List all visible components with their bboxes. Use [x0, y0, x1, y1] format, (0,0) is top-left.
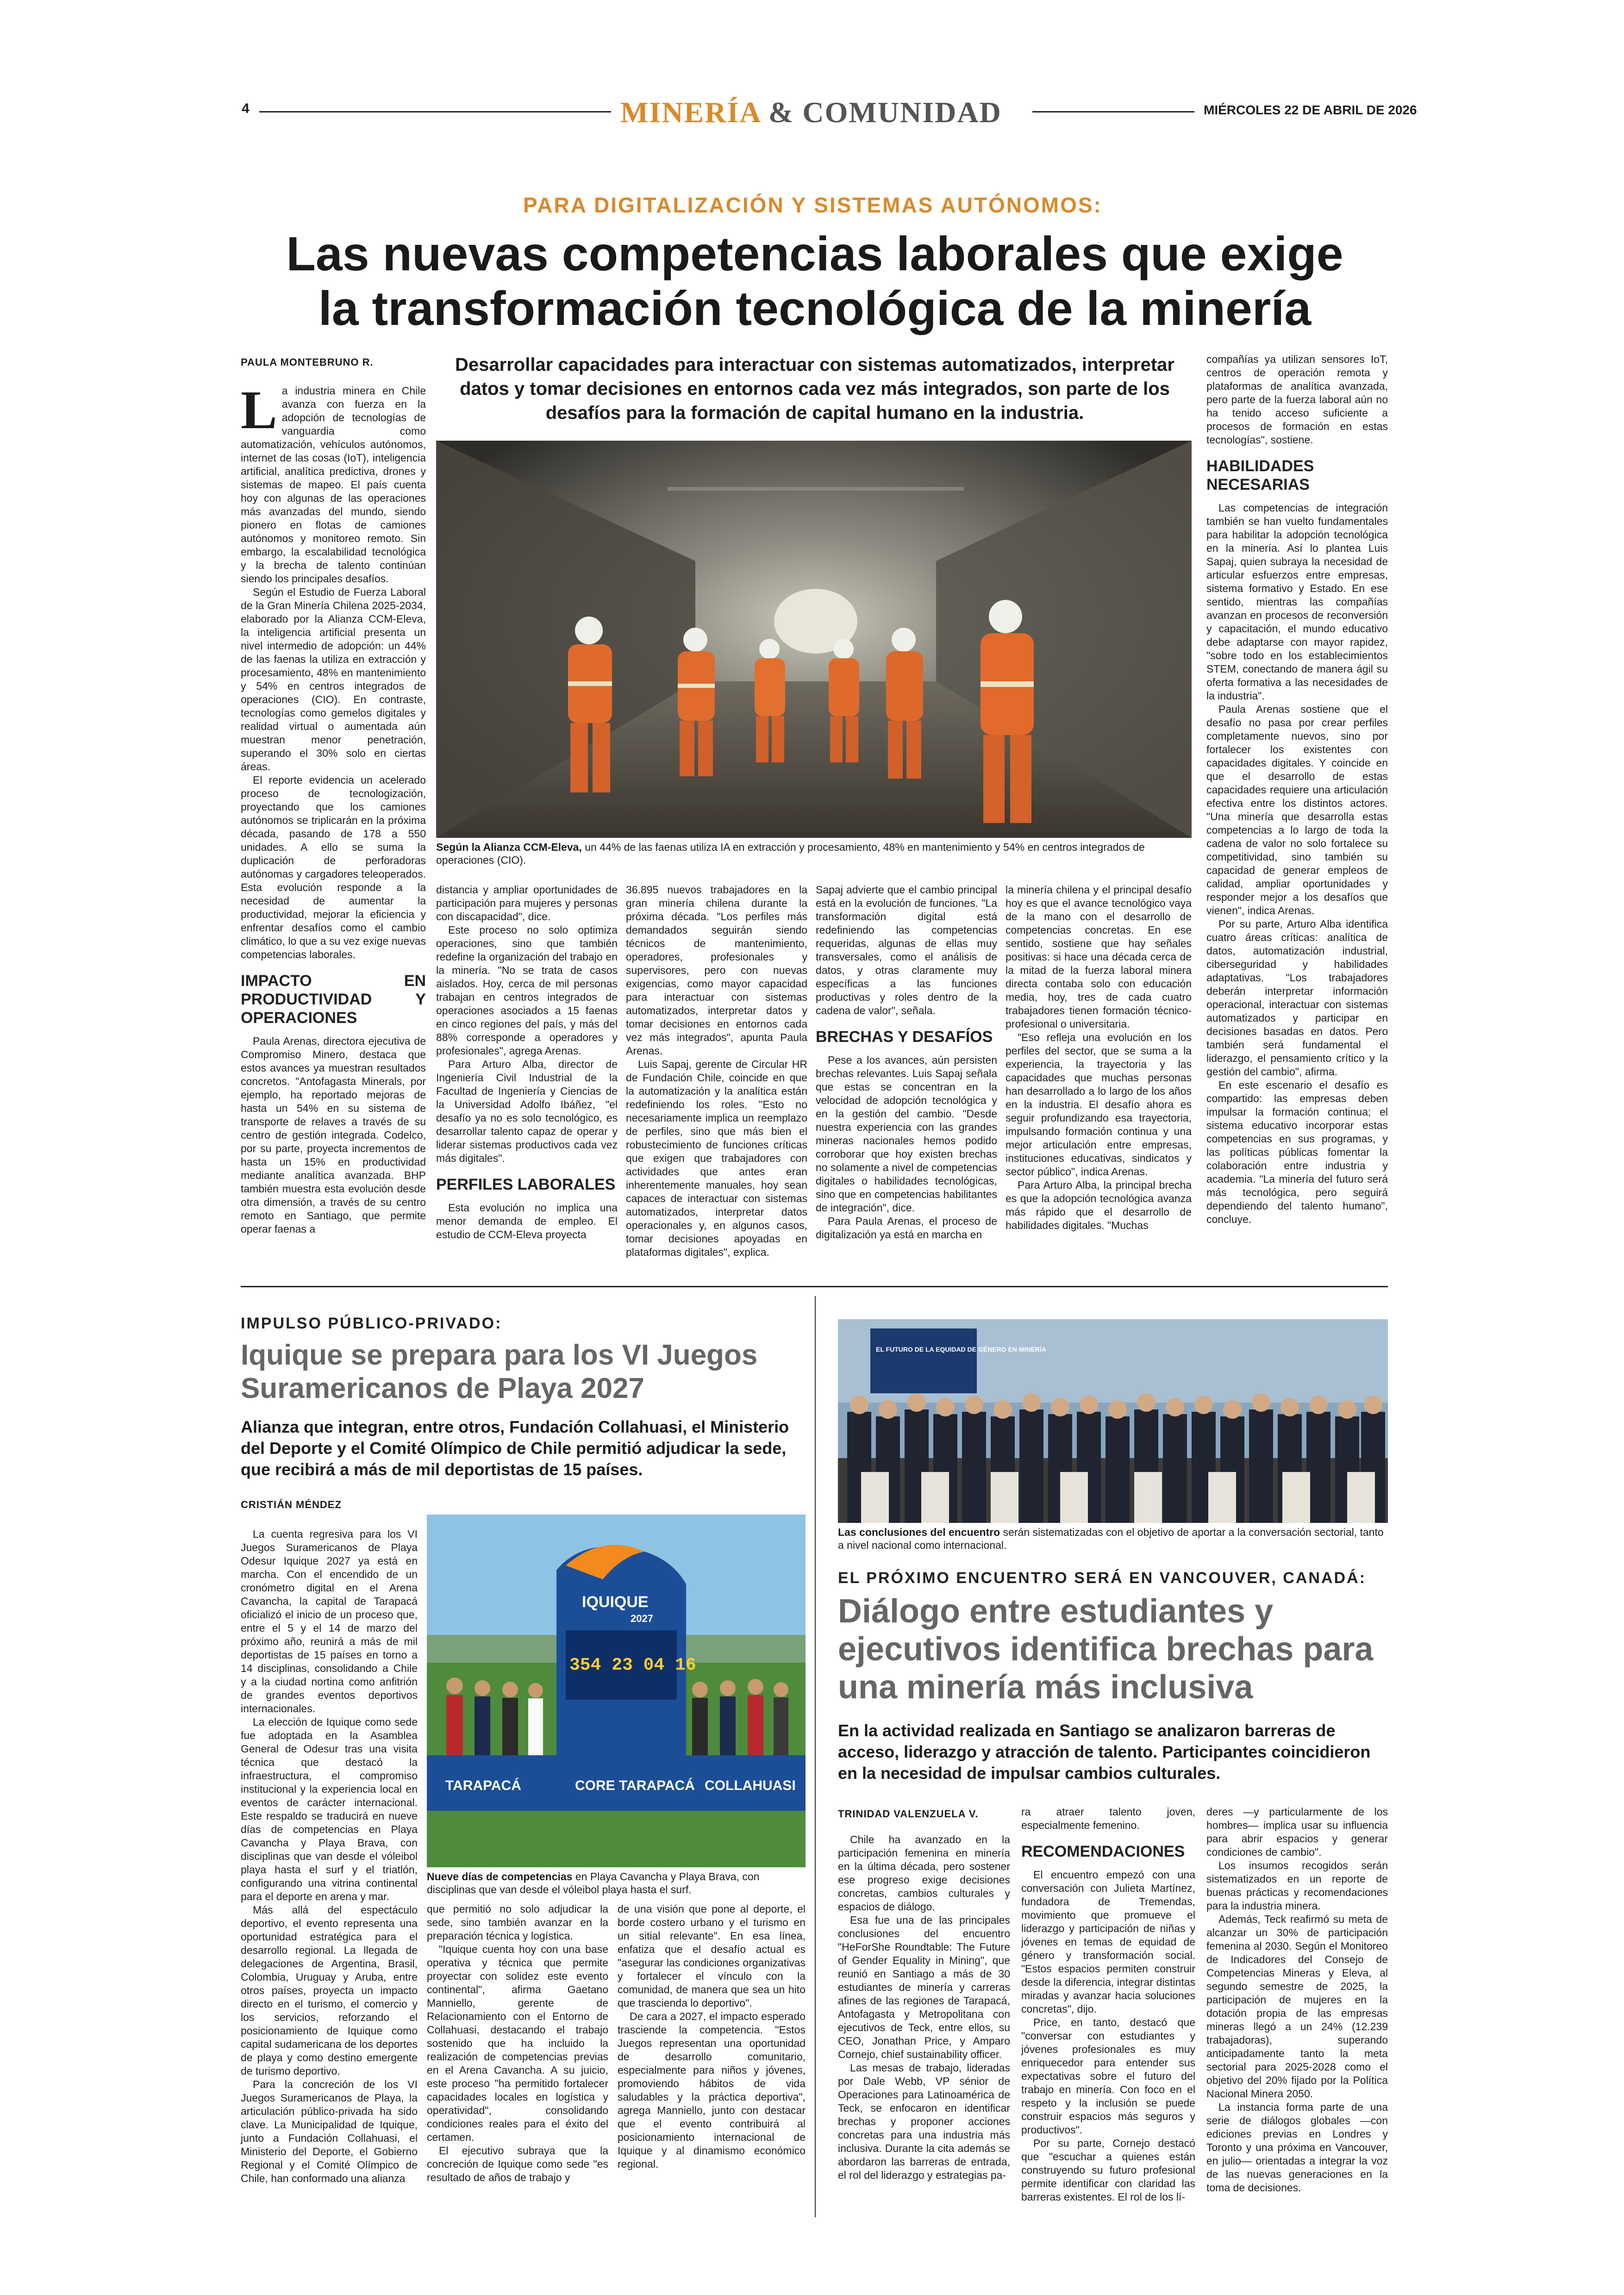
article3-caption-text: serán sistematizadas con el objetivo de aportar a la conversación sectorial, tanto a nivel nacional como internacional. [838, 1526, 1384, 1551]
paragraph: El ejecutivo subraya que la concreción de Iquique como sede "es resultado de años de trabajo y [427, 2145, 608, 2183]
article3-deck: En la actividad realizada en Santiago se analizaron barreras de acceso, liderazgo y atracción de talento. Participantes coincidieron en la necesidad de impulsar cambios culturales. [838, 1721, 1371, 1783]
article2-caption [427, 1870, 806, 1896]
article2-byline: CRISTIÁN MÉNDEZ [241, 1499, 342, 1510]
page-number: 4 [242, 101, 250, 116]
article1-caption [436, 841, 1192, 867]
article2-headline: Iquique se prepara para los VI Juegos Suramericanos de Playa 2027 [241, 1339, 758, 1404]
paragraph: Las mesas de trabajo, lideradas por Dale Webb, VP sénior de Operaciones para Latinoamérica de Teck, se enfocaron en identificar brechas y proponer acciones concretas para una industria más inclusiva. Durante la cita además se abordaron las barreras de entrada, el rol del liderazgo y estrategias pa- [838, 2062, 1010, 2181]
mine-tunnel-illustration [436, 441, 1192, 838]
edition-date: MIÉRCOLES 22 DE ABRIL DE 2026 [1204, 103, 1417, 117]
paragraph: Pese a los avances, aún persisten brechas relevantes. Luis Sapaj señala que estas se concentran en la velocidad de adopción tecnológica y en la gestión del cambio. "Desde nuestra experiencia con las grandes mineras nacionales hemos podido corroborar que hoy existen brechas no solamente a nivel de competencias digitales o habilidades tecnológicas, sino que en competencias habilitantes de integración", dice. [816, 1054, 997, 1214]
article3-column-2 [1021, 1805, 1195, 2204]
article2-column-3 [618, 1902, 806, 2171]
article1-deck: Desarrollar capacidades para interactuar con sistemas automatizados, interpretar datos y tomar decisiones en entornos cada vez más integrados, son parte de los desafíos para la formación de capital humano en la industria. [455, 355, 1174, 423]
column-divider [815, 1296, 816, 2217]
countdown-event-illustration [427, 1515, 806, 1867]
paragraph: de una visión que pone al deporte, el borde costero urbano y el turismo en un sitial relevante". En esa línea, enfatiza que el desafío actual es "asegurar las condiciones organizativas y fortalecer el vínculo con la comunidad, de manera que sea un hito que trascienda lo deportivo". [618, 1903, 806, 2009]
countdown-brand: IQUIQUE [582, 1593, 649, 1611]
paragraph: Para Arturo Alba, la principal brecha es que la adopción tecnológica avanza más rápido que el desarrollo de habilidades digitales. "Muchas [1006, 1179, 1192, 1231]
paragraph: La instancia forma parte de una serie de diálogos globales —con ediciones previas en Londres y Toronto y una próxima en Vancouver, en julio— orientadas a integrar la voz de las nuevas generaciones en la toma de decisiones. [1206, 2101, 1388, 2194]
paragraph: De cara a 2027, el impacto esperado trasciende la competencia. "Estos Juegos representan una oportunidad de desarrollo comunitario, especialmente para niños y jóvenes, promoviendo hábitos de vida saludables y la práctica deportiva", agrega Manniello, junto con destacar que el evento contribuirá al posicionamiento internacional de Iquique y al dinamismo económico regional. [618, 2010, 806, 2170]
paragraph: Paula Arenas, directora ejecutiva de Compromiso Minero, destaca que estos avances ya muestran resultados concretos. "Antofagasta Minerals, por ejemplo, ha reportado mejoras de hasta un 54% en su sistema de transporte de relaves a través de su centro de gestión integrada. Codelco, por su parte, proyecta incrementos de hasta un 15% en productividad mediante analítica avanzada. BHP también muestra esta evolución desde otra dimensión, a través de su centro remoto en Santiago, que permite operar faenas a [241, 1035, 426, 1235]
article1-column-6 [1206, 353, 1388, 1226]
paragraph: ra atraer talento joven, especialmente femenino. [1021, 1806, 1195, 1831]
paragraph: En este escenario el desafío es compartido: las empresas deben impulsar la formación continua; el sistema educativo incorporar estas competencias en sus programas, y las políticas públicas fomentar la colaboración entre industria y academia. "La minería del futuro será más tecnológica, pero seguirá dependiendo del talento humano", concluye. [1206, 1079, 1388, 1225]
paragraph: Los insumos recogidos serán sistematizados en un reporte de buenas prácticas y recomendaciones para la industria minera. [1206, 1859, 1388, 1912]
article1-drop-cap: L [241, 380, 277, 440]
event-banner-text: EL FUTURO DE LA EQUIDAD DE GÉNERO EN MINERÍA [876, 1346, 1046, 1353]
article1-column-1 [241, 380, 426, 1236]
article1-column-2 [436, 883, 618, 1241]
paragraph: Luis Sapaj, gerente de Circular HR de Fundación Chile, coincide en que la automatización y la analítica están redefiniendo los roles. "Esto no necesariamente implica un reemplazo de perfiles, sino que más bien el robustecimiento de funciones críticas que exigen que trabajadores con actividades que antes eran inherentemente manuales, hoy sean capaces de interactuar con sistemas automatizados, interpretar datos operacionales y, en algunos casos, tomar decisiones apoyadas en plataformas digitales", explica. [626, 1058, 807, 1258]
article1-kicker: PARA DIGITALIZACIÓN Y SISTEMAS AUTÓNOMOS: [523, 193, 1102, 217]
article2-photo [427, 1515, 806, 1867]
paragraph: El encuentro empezó con una conversación con Julieta Martínez, fundadora de Tremendas, movimiento que promueve el liderazgo y participación de niñas y jóvenes en temas de equidad de género y transformación social. "Estos espacios permiten construir desde la diferencia, integrar distintas miradas y avanzar hacia soluciones concretas", dijo. [1021, 1869, 1195, 2015]
masthead-rule-right [1032, 111, 1194, 112]
article3-kicker: EL PRÓXIMO ENCUENTRO SERÁ EN VANCOUVER, CANADÁ: [838, 1569, 1366, 1587]
article2-caption-bold: Nueve días de competencias [427, 1871, 573, 1883]
article3-photo [838, 1319, 1388, 1523]
article1-headline-line1: Las nuevas competencias laborales que exige [286, 227, 1343, 281]
subhead-recomendaciones: RECOMENDACIONES [1021, 1843, 1185, 1860]
section-divider [241, 1286, 1388, 1287]
paragraph: Price, en tanto, destacó que "conversar con estudiantes y jóvenes profesionales es muy enriquecedor para entender sus expectativas sobre el futuro del trabajo en minería. Con foco en el respeto y la inclusión se puede construir espacios más seguros y productivos". [1021, 2016, 1195, 2136]
paragraph: Por su parte, Cornejo destacó que "escuchar a quienes están construyendo su futuro profesional permite identificar con claridad las barreras existentes. El rol de los lí- [1021, 2137, 1195, 2203]
section-title [620, 95, 1002, 130]
article1-caption-text: un 44% de las faenas utiliza IA en extracción y procesamiento, 48% en mantenimiento y 54% en centros integrados de operaciones (CIO). [436, 841, 1145, 866]
section-title-amp: & [768, 96, 794, 129]
paragraph: la minería chilena y el principal desafío hoy es que el avance tecnológico vaya de la mano con el desarrollo de competencias concretas. En ese sentido, sostiene que hay señales positivas: si hace una década cerca de la mitad de la fuerza laboral minera directa contaba solo con educación media, hoy, tres de cada cuatro trabajadores tienen formación técnico-profesional o universitaria. [1006, 884, 1192, 1030]
article1-photo [436, 441, 1192, 838]
paragraph: Paula Arenas sostiene que el desafío no pasa por crear perfiles completamente nuevos, sino por fortalecer los existentes con capacidades digitales. Y coincide en que el desarrollo de estas capacidades requiere una articulación efectiva entre los distintos actores. "Una minería que desarrolla estas competencias a lo largo de toda la cadena de valor no solo fortalece su competitividad, sino también su capacidad de generar empleos de calidad, ampliar oportunidades y responder mejor a los desafíos que vienen", indica Arenas. [1206, 703, 1388, 917]
subhead-impacto: IMPACTO EN PRODUCTIVIDAD Y OPERACIONES [241, 972, 426, 1027]
paragraph: distancia y ampliar oportunidades de participación para mujeres y personas con discapacidad", dice. [436, 884, 618, 923]
subhead-brechas: BRECHAS Y DESAFÍOS [816, 1028, 993, 1046]
article1-column-5 [1006, 883, 1192, 1232]
subhead-perfiles: PERFILES LABORALES [436, 1176, 616, 1193]
article3-caption-bold: Las conclusiones del encuentro [838, 1526, 1000, 1538]
article2-kicker: IMPULSO PÚBLICO-PRIVADO: [241, 1315, 502, 1332]
paragraph: "Iquique cuenta hoy con una base operativa y técnica que permite proyectar con solidez este evento continental", afirma Gaetano Manniello, gerente de Relacionamiento con el Entorno de Collahuasi, destacando el trabajo sostenido que ha incluido la realización de competencias previas en el Arena Cavancha. A su juicio, este proceso "ha permitido fortalecer capacidades locales en logística y operatividad", consolidando condiciones reales para el éxito del certamen. [427, 1943, 608, 2143]
article1-column-4 [816, 883, 997, 1241]
paragraph: El reporte evidencia un acelerado proceso de tecnologización, proyectando que los camiones autónomos se triplicarán en la próxima década, pasando de 178 a 550 unidades. A ello se suma la duplicación de perforadoras autónomas y cargadores teleoperados. Esta evolución responde a la necesidad de aumentar la productividad, mejorar la eficiencia y enfrentar desafíos como el cambio climático, lo que a su vez exige nuevas competencias laborales. [241, 774, 426, 960]
article1-column-3 [626, 883, 807, 1259]
article2-column-2 [427, 1902, 608, 2184]
paragraph: Más allá del espectáculo deportivo, el evento representa una oportunidad estratégica para el desarrollo regional. La llegada de delegaciones de Argentina, Brasil, Colombia, Uruguay y Aruba, entre otros países, proyecta un impacto directo en el turismo, el comercio y los servicios, reforzando el posicionamiento de Iquique como capital sudamericana de los deportes de playa y como destino emergente de turismo deportivo. [241, 1904, 418, 2077]
masthead-rule-left [259, 111, 611, 112]
article3-column-3 [1206, 1805, 1388, 2195]
paragraph: Las competencias de integración también se han vuelto fundamentales para habilitar la adopción tecnológica en la minería. Así lo plantea Luis Sapaj, quien subraya la necesidad de articular esfuerzos entre empresas, sistema formativo y Estado. En ese sentido, mientras las compañías avanzan en procesos de reconversión y capacitación, el mundo educativo debe adaptarse con mayor rapidez, "sobre todo en los establecimientos STEM, conectando de manera ágil su oferta formativa a las necesidades de la industria". [1206, 502, 1388, 702]
paragraph: Para Paula Arenas, el proceso de digitalización ya está en marcha en [816, 1215, 997, 1241]
paragraph: Por su parte, Arturo Alba identifica cuatro áreas críticas: analítica de datos, automatización industrial, ciberseguridad y habilidades adaptativas. "Los trabajadores deberán interpretar información operacional, interactuar con sistemas automatizados y participar en decisiones basadas en datos. Pero también será fundamental el liderazgo, el pensamiento crítico y la gestión del cambio", afirma. [1206, 918, 1388, 1078]
article1-headline-line2: la transformación tecnológica de la minería [318, 282, 1312, 336]
article1-headline [241, 227, 1389, 336]
paragraph: Para la concreción de los VI Juegos Suramericanos de Playa, la articulación público-privada ha sido clave. La Municipalidad de Iquique, junto a Fundación Collahuasi, el Ministerio del Deporte, el Gobierno Regional y el Comité Olímpico de Chile, han conformado una alianza [241, 2078, 418, 2184]
article3-headline: Diálogo entre estudiantes y ejecutivos identifica brechas para una minería más inclusiva [838, 1593, 1374, 1706]
countdown-timer: 354 23 04 16 [569, 1655, 696, 1675]
article3-caption [838, 1526, 1388, 1552]
banner-tarapaca: TARAPACÁ [445, 1778, 521, 1793]
paragraph: Chile ha avanzado en la participación femenina en minería en la última década, pero sostener ese progreso exige decisiones concretas, cambios culturales y espacios de diálogo. [838, 1834, 1010, 1913]
paragraph: Para Arturo Alba, director de Ingeniería Civil Industrial de la Facultad de Ingeniería y Ciencias de la Universidad Adolfo Ibáñez, "el desafío ya no es solo tecnológico, es desarrollar talento capaz de operar y liderar sistemas productivos cada vez más digitales". [436, 1058, 618, 1164]
banner-collahuasi: COLLAHUASI [705, 1778, 796, 1793]
countdown-year: 2027 [631, 1613, 653, 1624]
article1-byline: PAULA MONTEBRUNO R. [241, 356, 374, 368]
event-banner [870, 1328, 977, 1393]
paragraph: Según el Estudio de Fuerza Laboral de la Gran Minería Chilena 2025-2034, elaborado por la Alianza CCM-Eleva, la inteligencia artificial presenta un nivel intermedio de adopción: un 44% de las faenas la utiliza en extracción y procesamiento, 48% en mantenimiento y 54% en centros integrados de operaciones (CIO). En contraste, tecnologías como gemelos digitales y realidad virtual o aumentada aún muestran menor penetración, superando el 30% solo en ciertas áreas. [241, 586, 426, 773]
subhead-habilidades: HABILIDADES NECESARIAS [1206, 457, 1314, 493]
article2-caption-text: en Playa Cavancha y Playa Brava, con disciplinas que van desde el vóleibol playa hasta el surf. [427, 1871, 760, 1896]
article1-caption-bold: Según la Alianza CCM-Eleva, [436, 841, 582, 853]
section-title-mineria: MINERÍA [620, 96, 761, 129]
paragraph: deres —y particularmente de los hombres— implica usar su influencia para abrir espacios y generar condiciones de cambio". [1206, 1806, 1388, 1858]
paragraph: Esa fue una de las principales conclusiones del encuentro "HeForShe Roundtable: The Future of Gender Equality in Mining", que reunió en Santiago a más de 30 estudiantes de minería y carreras afines de las regiones de Tarapacá, Antofagasta y Metropolitana con ejecutivos de Teck, entre ellos, su CEO, Jonathan Price, y Amparo Cornejo, chief sustainability officer. [838, 1914, 1010, 2060]
paragraph: La elección de Iquique como sede fue adoptada en la Asamblea General de Odesur tras una visita técnica que destacó la infraestructura, el compromiso institucional y la experiencia local en eventos de carácter internacional. Este respaldo se traducirá en nueve días de competencias en Playa Cavancha y Playa Brava, con disciplinas que van desde el vóleibol playa hasta el surf y el triatlón, configurando una vitrina continental para el deporte en arena y mar. [241, 1716, 418, 1902]
group-photo-illustration [838, 1319, 1388, 1523]
article2-column-1 [241, 1528, 418, 2185]
section-title-comunidad: COMUNIDAD [802, 96, 1002, 129]
paragraph: Este proceso no solo optimiza operaciones, sino que también redefine la organización del trabajo en la minería. "No se trata de casos aislados. Hoy, cerca de mil personas trabajan en centros integrados de operaciones asociados a 15 faenas en cinco regiones del país, y más del 88% corresponde a operadores y profesionales", agrega Arenas. [436, 924, 618, 1057]
paragraph: Además, Teck reafirmó su meta de alcanzar un 30% de participación femenina al 2030. Según el Monitoreo de Indicadores del Consejo de Competencias Mineras y Eleva, al segundo semestre de 2025, la participación de mujeres en la dotación propia de las empresas mineras llegó a un 24% (12.239 trabajadoras), superando anticipadamente tanto la meta sectorial para 2025-2028 como el objetivo del 20% fijado por la Política Nacional Minera 2050. [1206, 1913, 1388, 2100]
article3-byline: TRINIDAD VALENZUELA V. [838, 1808, 979, 1820]
paragraph: "Eso refleja una evolución en los perfiles del sector, que se suma a la experiencia, la trayectoria y las capacidades que muchas personas han desarrollado a lo largo de los años en la industria. El desafío ahora es seguir profundizando esa trayectoria, impulsando formación continua y una mejor articulación entre empresas, instituciones educativas, sindicatos y sector público", indica Arenas. [1006, 1031, 1192, 1178]
paragraph: La cuenta regresiva para los VI Juegos Suramericanos de Playa Odesur Iquique 2027 ya está en marcha. Con el encendido de un cronómetro digital en el Arena Cavancha, la capital de Tarapacá oficializó el inicio de un proceso que, entre el 5 y el 14 de marzo del próximo año, reunirá a más de mil deportistas de 15 países en torno a 14 disciplinas, consolidando a Chile y a la ciudad nortina como anfitrión de grandes eventos deportivos internacionales. [241, 1528, 418, 1715]
banner-core: CORE TARAPACÁ [575, 1778, 695, 1793]
article3-column-1 [838, 1833, 1010, 2182]
paragraph: que permitió no solo adjudicar la sede, sino también avanzar en la preparación técnica y logística. [427, 1903, 608, 1942]
paragraph: 36.895 nuevos trabajadores en la gran minería chilena durante la próxima década. "Los perfiles más demandados seguirán siendo técnicos de mantenimiento, operadores, profesionales y supervisores, pero con nuevas exigencias, como mayor capacidad para interactuar con sistemas automatizados, interpretar datos y tomar decisiones en entornos cada vez más integrados", apunta Paula Arenas. [626, 884, 807, 1057]
paragraph: a industria minera en Chile avanza con fuerza en la adopción de tecnologías de vanguardia como automatización, vehículos autónomos, internet de las cosas (IoT), inteligencia artificial, analítica predictiva, drones y sistemas de mapeo. El país cuenta hoy con algunas de las operaciones más avanzadas del mundo, siendo pionero en flotas de camiones autónomos y monitoreo remoto. Sin embargo, la escalabilidad tecnológica y la brecha de talento continúan siendo los principales desafíos. [241, 385, 426, 585]
paragraph: compañías ya utilizan sensores IoT, centros de operación remota y plataformas de analítica avanzada, pero parte de la fuerza laboral aún no ha tenido acceso suficiente a procesos de formación en estas tecnologías", sostiene. [1206, 353, 1388, 446]
article2-deck: Alianza que integran, entre otros, Fundación Collahuasi, el Ministerio del Deporte y el Comité Olímpico de Chile permitió adjudicar la sede, que recibirá a más de mil deportistas de 15 países. [241, 1417, 789, 1479]
paragraph: Sapaj advierte que el cambio principal está en la evolución de funciones. "La transformación digital está redefiniendo las competencias requeridas, algunas de ellas muy transversales, como el análisis de datos, y otras claramente muy específicas a las funciones productivas y roles dentro de la cadena de valor", señala. [816, 884, 997, 1017]
paragraph: Esta evolución no implica una menor demanda de empleo. El estudio de CCM-Eleva proyecta [436, 1202, 618, 1241]
